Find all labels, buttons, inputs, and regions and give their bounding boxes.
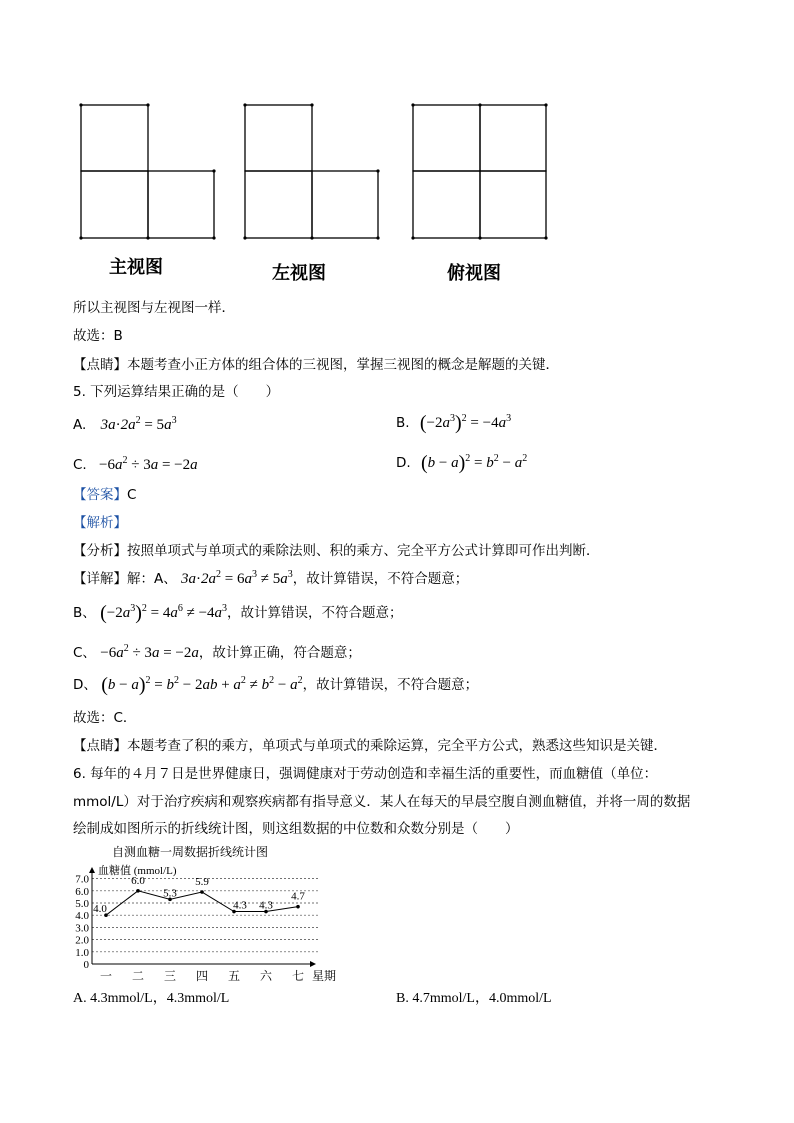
- xiangjie-b-prefix: B、: [73, 605, 96, 621]
- data-label: 5.3: [163, 887, 177, 900]
- review-text: 本题考查小正方体的组合体的三视图，掌握三视图的概念是解题的关键．: [127, 357, 559, 373]
- q6-stem-line-3: 绘制成如图所示的折线统计图，则这组数据的中位数和众数分别是（ ）: [73, 821, 519, 837]
- xiangjie-a-suffix: ，故计算错误，不符合题意；: [292, 571, 469, 587]
- xiangjie-c-prefix: C、: [73, 645, 96, 661]
- option-a-formula: $3a\cdot 2a^2 = 5a^3$: [100, 415, 177, 433]
- y-tick-label: 6.0: [75, 885, 89, 898]
- data-point: [136, 889, 140, 893]
- y-tick-label: 3.0: [75, 922, 89, 935]
- front-view-top-square: [81, 105, 148, 171]
- q5-stem: 5. 下列运算结果正确的是（ ）: [73, 384, 280, 400]
- q6-option-b: B. 4.7mmol/L，4.0mmol/L: [396, 991, 552, 1006]
- top-view-square-4: [480, 171, 546, 238]
- review-tag: 【点睛】: [73, 357, 127, 373]
- y-tick-label: 1.0: [75, 946, 89, 959]
- x-tick-label: 四: [195, 969, 209, 983]
- option-d-formula: $(b - a)^2 = b^2 - a^2$: [420, 452, 528, 474]
- x-tick-label: 五: [227, 969, 241, 983]
- x-tick-label: 六: [259, 969, 273, 983]
- q4-review: [73, 356, 559, 374]
- option-b-formula: $(-2a^3)^2 = -4a^3$: [419, 412, 512, 434]
- xiangjie-a-formula: $3a\cdot 2a^2 = 6a^3 \ne 5a^3$: [181, 569, 293, 587]
- option-letter: B.: [396, 415, 410, 431]
- data-point: [200, 890, 204, 894]
- x-axis-label: 星期: [311, 969, 337, 983]
- left-view-bottom-right-square: [312, 171, 378, 238]
- q5-option-d: [396, 454, 527, 472]
- review-text: 本题考查了积的乘方，单项式与单项式的乘除运算，完全平方公式，熟悉这些知识是关键．: [127, 738, 667, 754]
- q5-review: [73, 737, 667, 755]
- y-tick-label: 7.0: [75, 873, 89, 886]
- q5-xiangjie-d: [73, 676, 478, 694]
- x-tick-label: 一: [99, 969, 113, 983]
- fenxi-text: 按照单项式与单项式的乘除法则、积的乘方、完全平方公式计算即可作出判断．: [127, 543, 600, 559]
- q5-xiangjie-a: [73, 570, 468, 588]
- top-view-label: 俯视图: [447, 263, 501, 284]
- left-view-label: 左视图: [272, 263, 326, 284]
- data-label: 4.0: [93, 903, 107, 916]
- front-view-bottom-left-square: [81, 171, 148, 238]
- xiangjie-d-formula: $(b - a)^2 = b^2 - 2ab + a^2 \ne b^2 - a^2$: [101, 674, 303, 696]
- y-axis-arrow: [89, 867, 95, 873]
- data-label: 4.3: [259, 899, 273, 912]
- y-tick-label: 5.0: [75, 898, 89, 910]
- data-label: 4.3: [233, 899, 247, 912]
- xiangjie-b-suffix: ，故计算错误，不符合题意；: [227, 605, 403, 621]
- q5-option-c: [73, 456, 198, 474]
- option-letter: D.: [396, 455, 411, 471]
- x-axis-arrow: [310, 961, 316, 967]
- xiangjie-d-suffix: ，故计算错误，不符合题意；: [302, 677, 479, 693]
- top-view-square-3: [413, 171, 480, 238]
- fenxi-tag: 【分析】: [73, 543, 127, 559]
- q6-option-a: A. 4.3mmol/L，4.3mmol/L: [73, 991, 230, 1006]
- q5-option-b: [396, 414, 511, 432]
- front-view-label: 主视图: [109, 257, 163, 278]
- left-view-bottom-left-square: [245, 171, 312, 238]
- xiangjie-d-prefix: D、: [73, 677, 97, 693]
- data-label: 6.0: [131, 874, 145, 887]
- data-label: 4.7: [291, 890, 305, 903]
- y-tick-label: 2.0: [75, 934, 89, 947]
- q5-xiangjie-c: [73, 644, 361, 662]
- option-letter: C.: [73, 457, 87, 473]
- top-view-square-1: [413, 105, 480, 171]
- option-c-formula: $-6a^2 \div 3a = -2a$: [99, 455, 198, 473]
- data-label: 5.9: [195, 876, 209, 889]
- q6-stem-line-1: 6. 每年的４月７日是世界健康日，强调健康对于劳动创造和幸福生活的重要性，而血糖值（单位：: [73, 766, 658, 782]
- q4-answer: 故选：B: [73, 328, 123, 344]
- xiangjie-a-prefix: 解：A、: [127, 571, 177, 587]
- q5-fenxi: [73, 542, 600, 560]
- x-tick-label: 七: [291, 969, 305, 983]
- blood-sugar-line-chart: [62, 843, 352, 985]
- q5-choice: 故选：C．: [73, 710, 137, 726]
- q4-conclusion: 所以主视图与左视图一样．: [73, 300, 235, 316]
- q5-analysis-tag: 【解析】: [73, 515, 127, 531]
- review-tag: 【点睛】: [73, 738, 127, 754]
- data-point: [296, 905, 300, 909]
- xiangjie-b-formula: $(-2a^3)^2 = 4a^6 \ne -4a^3$: [100, 602, 228, 624]
- answer-tag: 【答案】: [73, 487, 127, 503]
- top-view-square-2: [480, 105, 546, 171]
- q5-answer: [73, 486, 136, 504]
- q5-option-a: [73, 416, 177, 434]
- x-tick-label: 三: [163, 969, 177, 983]
- answer-value: C: [127, 487, 137, 503]
- q6-stem-line-2: mmol/L）对于治疗疾病和观察疾病都有指导意义．某人在每天的早晨空腹自测血糖值，并将一周的数据: [73, 794, 691, 810]
- xiangjie-c-formula: $-6a^2 \div 3a = -2a$: [100, 643, 199, 661]
- q5-xiangjie-b: [73, 604, 403, 622]
- left-view-top-square: [245, 105, 312, 171]
- xiangjie-c-suffix: ，故计算正确，符合题意；: [198, 645, 361, 661]
- x-tick-label: 二: [131, 969, 145, 983]
- y-tick-label: 4.0: [75, 910, 89, 923]
- xiangjie-tag: 【详解】: [73, 571, 127, 587]
- y-axis-label: 血糖值 (mmol/L): [98, 865, 177, 877]
- y-tick-label: 0: [83, 959, 89, 971]
- chart-title: 自测血糖一周数据折线统计图: [112, 845, 269, 859]
- front-view-bottom-right-square: [148, 171, 214, 238]
- option-letter: A.: [73, 417, 87, 433]
